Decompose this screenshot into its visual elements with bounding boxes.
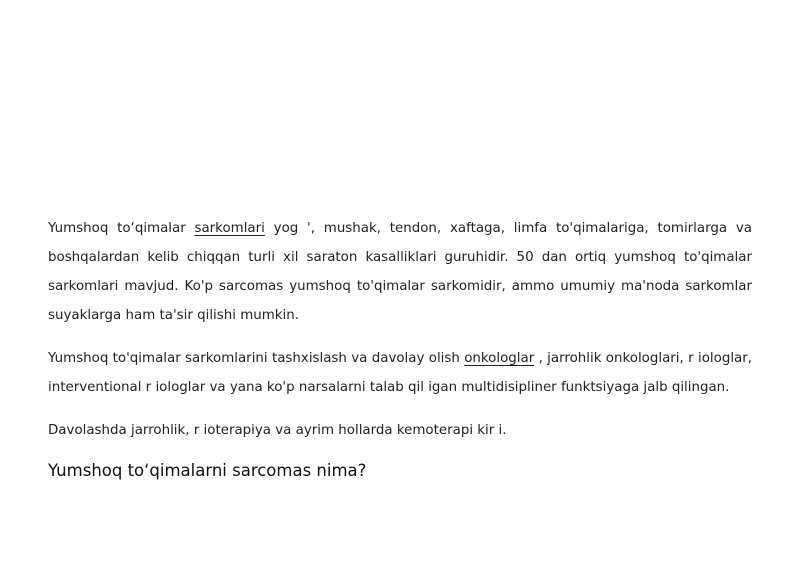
paragraph-treatment: Davolashda jarrohlik, r ioterapiya va ayrim hollarda kemoterapi kir i.: [48, 423, 507, 438]
paragraph-intro-text-end: yog ', mushak, tendon, xaftaga, limfa to'qimalariga, tomirlarga va boshqalardan kelib chiqqan turli xil saraton kasalliklari guruhidir. 50 dan ortiq yumshoq to'qimalar sarkomlari mavjud. Ko'p sarcomas yumshoq to'qimalar sarkomidir, ammo umumiy ma'noda sarkomlar suyaklarga ham ta'sir qilishi mumkin.: [48, 221, 752, 323]
paragraph-intro: [48, 214, 752, 330]
paragraph-intro-text-start: Yumshoq to‘qimalar: [48, 221, 195, 236]
paragraph-diagnosis-text-end: , jarrohlik onkologlari, r iologlar, interventional r iologlar va yana ko'p narsalarni talab qil igan multidisipliner funktsiyaga jalb qilingan.: [48, 351, 753, 395]
paragraph-diagnosis: [48, 344, 752, 402]
article-body: [48, 214, 752, 485]
paragraph-diagnosis-text-start: Yumshoq to'qimalar sarkomlarini tashxislash va davolay olish: [48, 351, 465, 366]
onkologlar-link[interactable]: onkologlar: [464, 351, 535, 366]
sarkomlari-link[interactable]: sarkomlari: [194, 221, 265, 236]
section-heading: Yumshoq to‘qimalarni sarcomas nima?: [48, 461, 367, 480]
